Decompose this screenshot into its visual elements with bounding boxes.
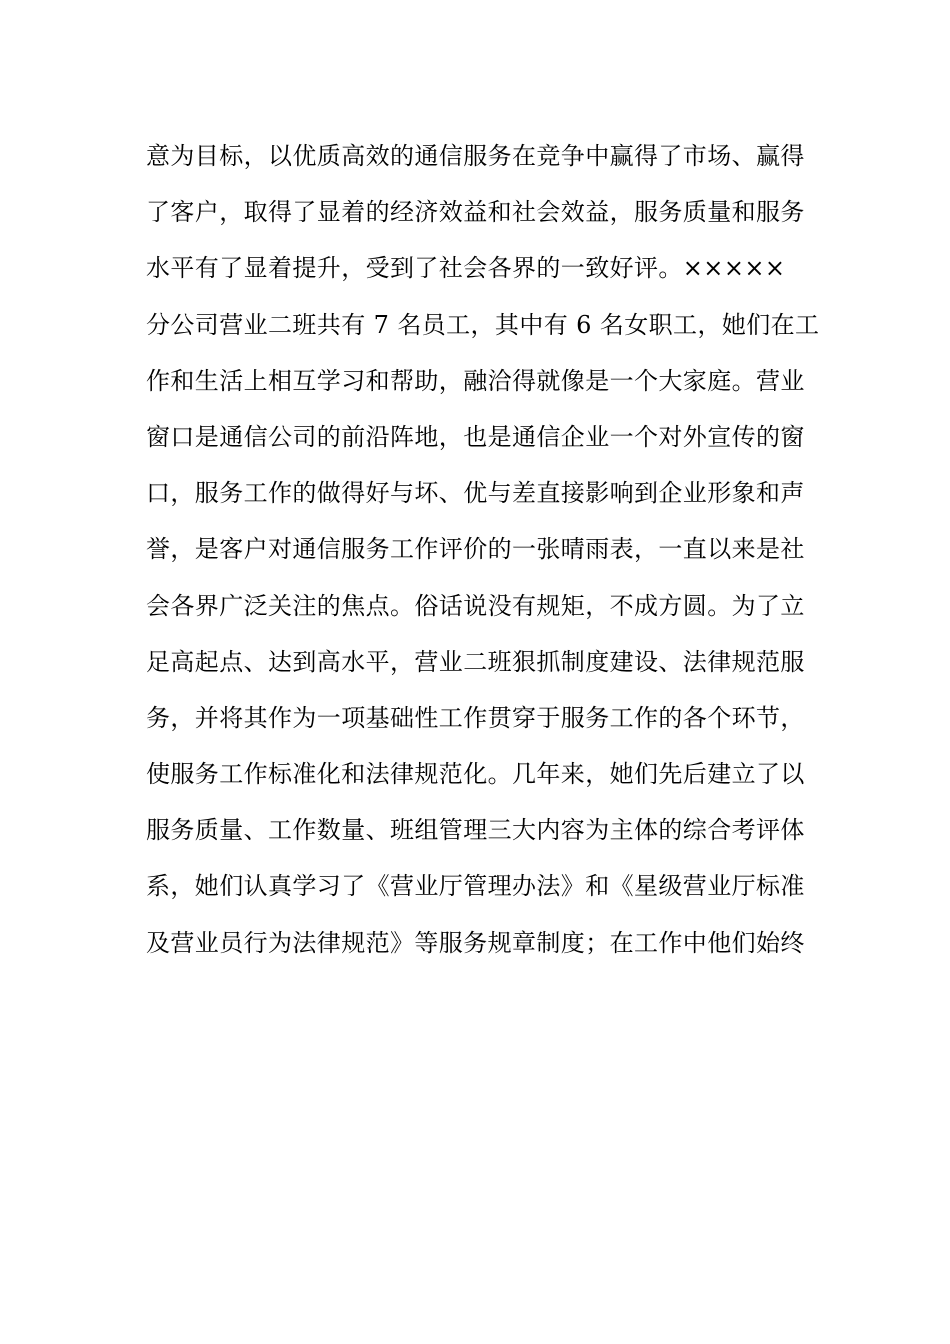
text-line: 分公司营业二班共有 7 名员工，其中有 6 名女职工，她们在工 [146, 310, 820, 339]
text-line: 窗口是通信公司的前沿阵地，也是通信企业一个对外宣传的窗 [146, 422, 805, 451]
text-line: 服务质量、工作数量、班组管理三大内容为主体的综合考评体 [146, 816, 805, 845]
text-line: 作和生活上相互学习和帮助，融洽得就像是一个大家庭。营业 [146, 366, 805, 395]
text-line: 系，她们认真学习了《营业厅管理办法》和《星级营业厅标准 [146, 872, 805, 901]
text-line: 水平有了显着提升，受到了社会各界的一致好评。××××× [146, 254, 786, 283]
text-line: 誉，是客户对通信服务工作评价的一张晴雨表，一直以来是社 [146, 535, 805, 564]
text-line: 使服务工作标准化和法律规范化。几年来，她们先后建立了以 [146, 760, 805, 789]
text-line: 会各界广泛关注的焦点。俗话说没有规矩，不成方圆。为了立 [146, 591, 805, 620]
body-text [146, 130, 820, 973]
text-line: 了客户，取得了显着的经济效益和社会效益，服务质量和服务 [146, 198, 805, 227]
text-line: 及营业员行为法律规范》等服务规章制度；在工作中他们始终 [146, 928, 805, 957]
text-line: 足高起点、达到高水平，营业二班狠抓制度建设、法律规范服 [146, 647, 805, 676]
text-line: 口，服务工作的做得好与坏、优与差直接影响到企业形象和声 [146, 479, 805, 508]
text-line: 意为目标，以优质高效的通信服务在竞争中赢得了市场、赢得 [146, 142, 805, 170]
text-line: 务，并将其作为一项基础性工作贯穿于服务工作的各个环节， [146, 703, 805, 732]
